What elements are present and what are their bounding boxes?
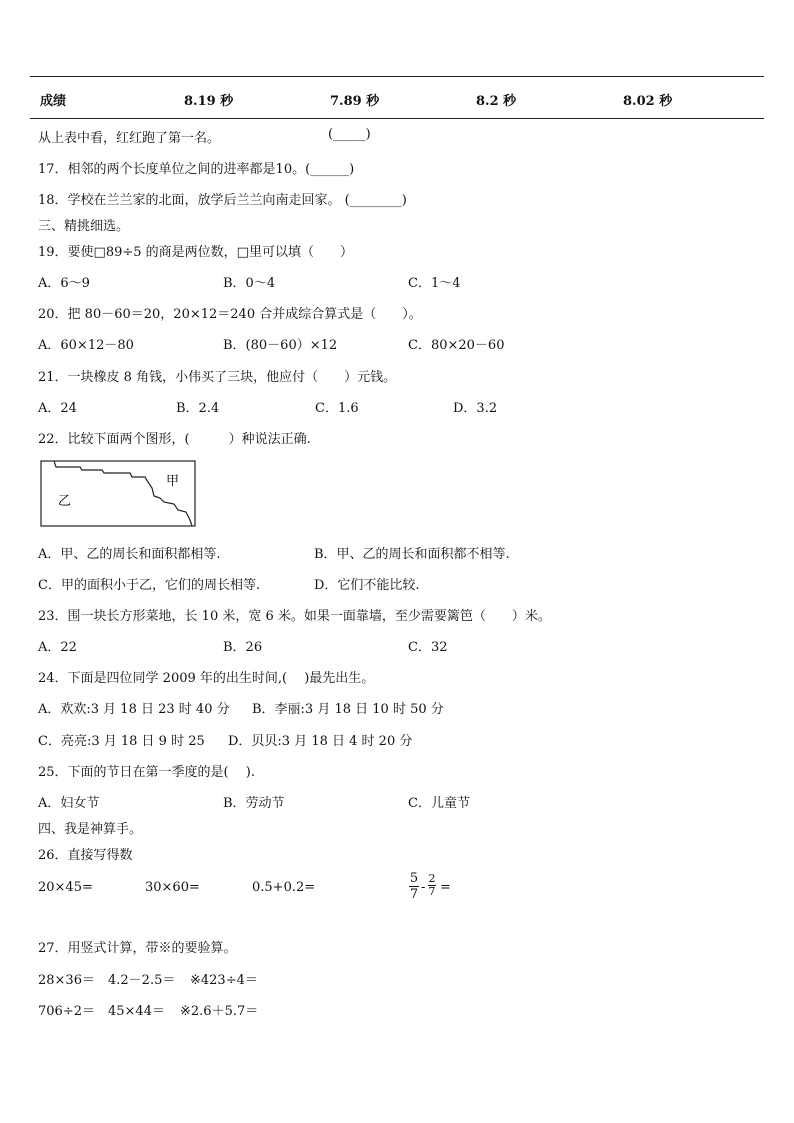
q27-row2-item-2: 45×44＝ (108, 1004, 165, 1019)
table-value-2: 7.89 秒 (330, 94, 380, 109)
section-3-heading: 三、精挑细选。 (38, 219, 130, 234)
q22-text: 22．比较下面两个图形，( ）种说法正确. (38, 432, 311, 447)
q26-fraction-2-denominator: 7 (428, 885, 436, 898)
table-value-3: 8.2 秒 (476, 94, 517, 109)
q26-item-2: 30×60= (145, 880, 200, 895)
q22-option-d[interactable]: D．它们不能比较. (314, 578, 420, 593)
q16-text: 从上表中看，红红跑了第一名。 (38, 131, 221, 146)
q23-option-a[interactable]: A．22 (38, 640, 77, 655)
q24-option-d[interactable]: D．贝贝:3 月 18 日 4 时 20 分 (228, 734, 413, 749)
q27-row1-item-2: 4.2－2.5＝ (108, 973, 176, 988)
q27-row1-item-3: ※423÷4＝ (190, 973, 258, 988)
q22-figure-divider (54, 461, 192, 526)
q24-option-a[interactable]: A．欢欢:3 月 18 日 23 时 40 分 (38, 702, 230, 717)
q21-text: 21．一块橡皮 8 角钱，小伟买了三块，他应付（ ）元钱。 (38, 370, 397, 385)
q20-option-a[interactable]: A．60×12－80 (38, 338, 134, 353)
table-label: 成绩 (40, 94, 67, 109)
q19-text: 19．要使□89÷5 的商是两位数，□里可以填（ ） (38, 245, 353, 260)
q24-option-b[interactable]: B．李丽:3 月 18 日 10 时 50 分 (252, 702, 444, 717)
q25-text: 25．下面的节日在第一季度的是( ). (38, 765, 255, 780)
q26-text: 26．直接写得数 (38, 848, 133, 863)
q23-text: 23．围一块长方形菜地，长 10 米，宽 6 米。如果一面靠墙，至少需要篱笆（ ）米。 (38, 609, 551, 624)
q20-option-b[interactable]: B．(80－60）×12 (223, 338, 338, 353)
q22-figure (40, 460, 196, 528)
q26-fraction-1-denominator: 7 (409, 887, 419, 902)
table-top-rule (30, 76, 764, 77)
section-4-heading: 四、我是神算手。 (38, 822, 143, 837)
q27-row1-item-1: 28×36＝ (38, 973, 95, 988)
q16-blank[interactable]: (_____) (328, 127, 371, 142)
q21-option-c[interactable]: C．1.6 (315, 401, 359, 416)
q26-fraction-1-numerator: 5 (409, 871, 419, 886)
q25-option-b[interactable]: B．劳动节 (223, 796, 285, 811)
q27-row2-item-3: ※2.6＋5.7＝ (180, 1004, 259, 1019)
q26-fraction-1 (409, 871, 419, 902)
q25-option-c[interactable]: C．儿童节 (408, 796, 470, 811)
q21-option-d[interactable]: D．3.2 (453, 401, 498, 416)
q22-label-jia: 甲 (166, 474, 180, 489)
q22-label-yi: 乙 (58, 494, 72, 509)
q19-option-c[interactable]: C．1～4 (408, 276, 461, 291)
q26-fraction-2-numerator: 2 (428, 872, 436, 885)
table-value-1: 8.19 秒 (184, 94, 234, 109)
q21-option-a[interactable]: A．24 (38, 401, 77, 416)
q22-option-a[interactable]: A．甲、乙的周长和面积都相等. (38, 547, 221, 562)
q26-fraction-2 (428, 873, 436, 898)
q24-option-c[interactable]: C．亮亮:3 月 18 日 9 时 25 (38, 734, 205, 749)
q26-item-1: 20×45= (38, 880, 93, 895)
q19-option-b[interactable]: B．0～4 (223, 276, 276, 291)
q23-option-b[interactable]: B．26 (223, 640, 263, 655)
q25-option-a[interactable]: A．妇女节 (38, 796, 100, 811)
table-bottom-rule (30, 118, 764, 119)
q22-option-b[interactable]: B．甲、乙的周长和面积都不相等. (314, 547, 510, 562)
q19-option-a[interactable]: A．6～9 (38, 276, 90, 291)
q20-text: 20．把 80－60＝20，20×12＝240 合并成综合算式是（ ）。 (38, 307, 422, 322)
q26-minus: - (421, 880, 426, 895)
q24-text: 24．下面是四位同学 2009 年的出生时间,( )最先出生。 (38, 671, 375, 686)
q23-option-c[interactable]: C．32 (408, 640, 448, 655)
q26-equals: = (440, 880, 451, 895)
table-value-4: 8.02 秒 (623, 94, 673, 109)
q22-option-c[interactable]: C．甲的面积小于乙，它们的周长相等. (38, 578, 261, 593)
q20-option-c[interactable]: C．80×20－60 (408, 338, 505, 353)
q27-row2-item-1: 706÷2＝ (38, 1004, 95, 1019)
q27-text: 27．用竖式计算，带※的要验算。 (38, 941, 237, 956)
q26-item-3: 0.5+0.2= (252, 880, 316, 895)
q17-text: 17．相邻的两个长度单位之间的进率都是10。(______) (38, 162, 355, 177)
q18-text: 18．学校在兰兰家的北面，放学后兰兰向南走回家。 (________) (38, 193, 407, 208)
q21-option-b[interactable]: B．2.4 (176, 401, 220, 416)
